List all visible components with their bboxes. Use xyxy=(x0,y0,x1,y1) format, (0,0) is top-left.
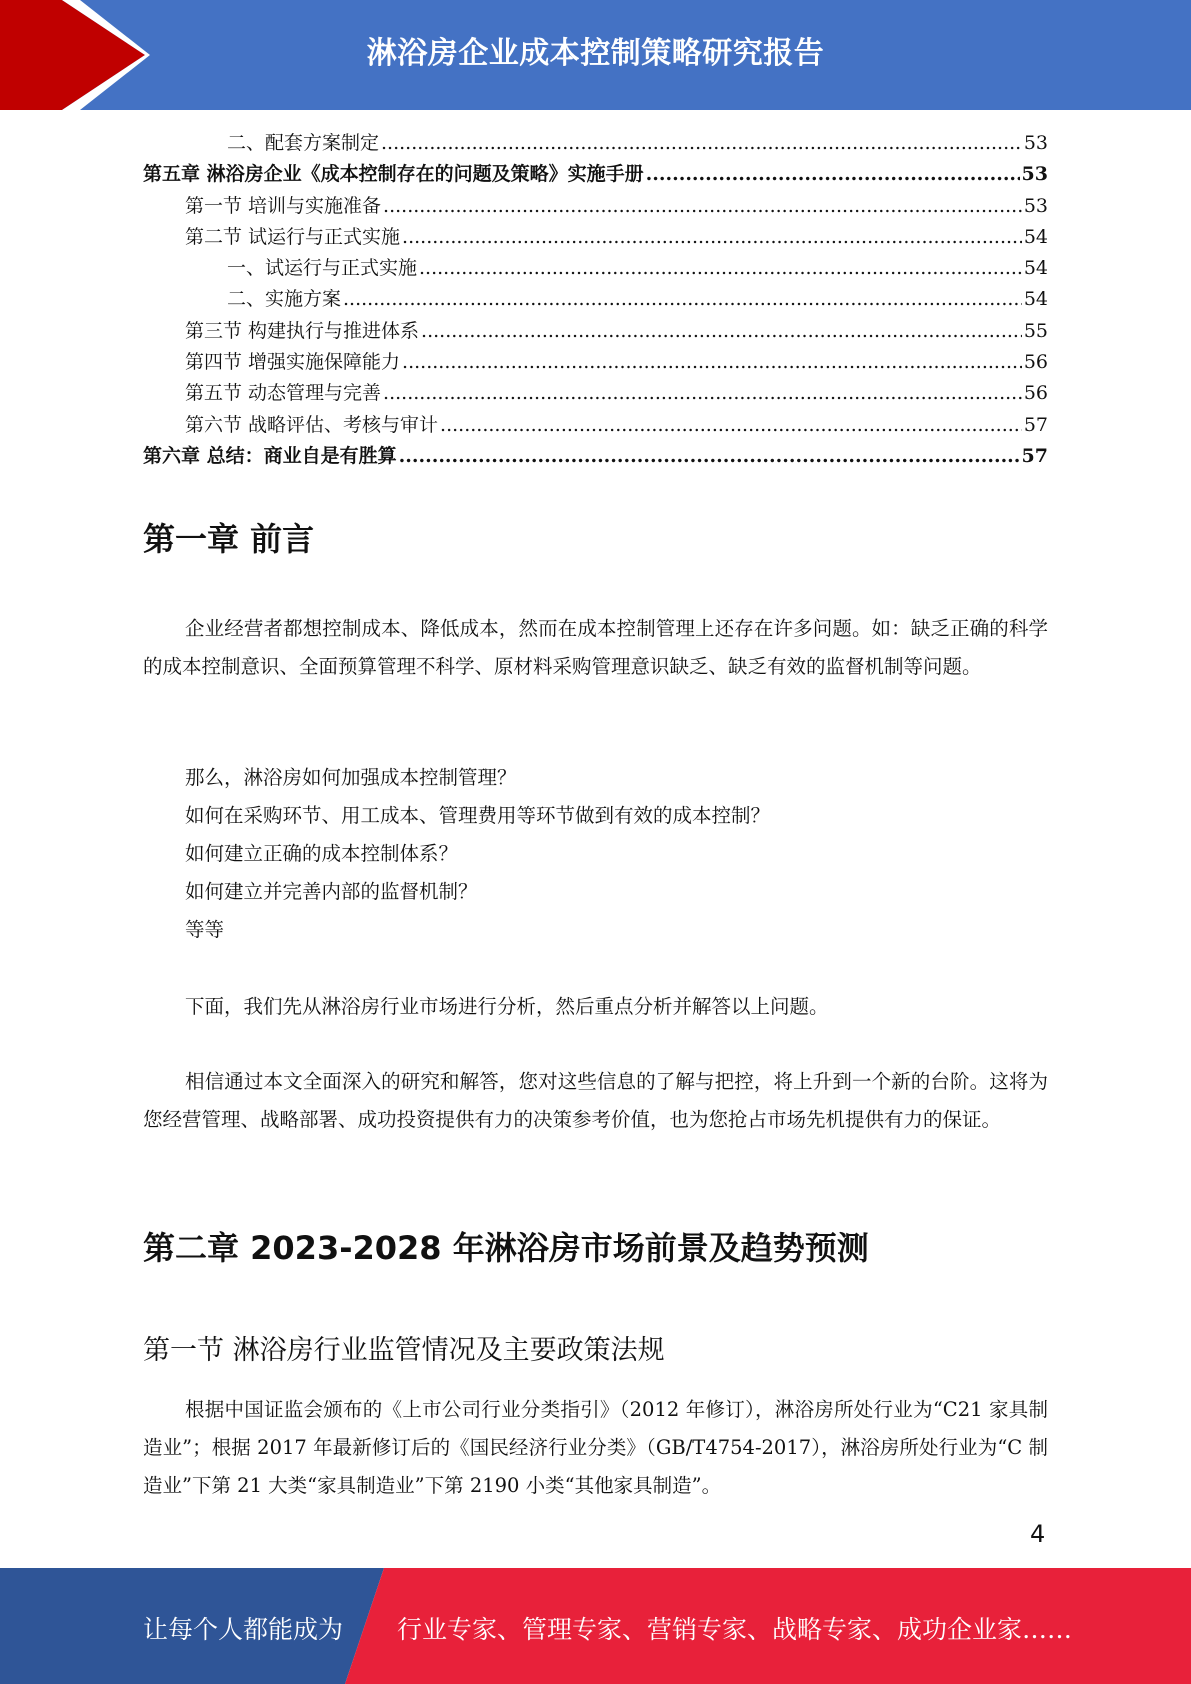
toc-entry-page: 54 xyxy=(1023,288,1048,311)
toc-leader-dots xyxy=(402,226,1022,248)
toc-leader-dots xyxy=(646,163,1020,185)
toc-entry-title: 二、实施方案 xyxy=(227,288,342,311)
toc-entry-title: 第六节 战略评估、考核与审计 xyxy=(185,413,439,436)
toc-leader-dots xyxy=(399,445,1020,467)
section-1-heading: 第一节 淋浴房行业监管情况及主要政策法规 xyxy=(143,1335,665,1366)
list-item: 等等 xyxy=(185,918,225,941)
toc-entry-title: 一、试运行与正式实施 xyxy=(227,257,418,280)
toc-entry-page: 53 xyxy=(1021,163,1048,186)
chapter-1-paragraph-3: 相信通过本文全面深入的研究和解答，您对这些信息的了解与把控，将上升到一个新的台阶。这将为您经营管理、战略部署、成功投资提供有力的决策参考价值，也为您抢占市场先机提供有力的保证。 xyxy=(143,1070,1048,1131)
chapter-2-paragraph-1: 根据中国证监会颁布的《上市公司行业分类指引》（2012 年修订），淋浴房所处行业为“C21 家具制造业”；根据 2017 年最新修订后的《国民经济行业分类》（GB/T4754-2017），淋浴房所处行业为“C 制造业”下第 21 大类“家具制造业”下第 2190 小类“其他家具制造”。 xyxy=(143,1398,1048,1497)
toc-entry[interactable] xyxy=(143,410,1048,441)
toc-leader-dots xyxy=(402,351,1022,373)
toc-leader-dots xyxy=(343,288,1022,310)
header-title: 淋浴房企业成本控制策略研究报告 xyxy=(366,36,825,71)
question-list xyxy=(185,759,1045,949)
toc-entry-page: 57 xyxy=(1023,413,1048,436)
toc-entry-title: 第五章 淋浴房企业《成本控制存在的问题及策略》实施手册 xyxy=(143,163,644,186)
list-item: 如何建立正确的成本控制体系？ xyxy=(185,842,459,865)
toc-entry[interactable] xyxy=(143,378,1048,409)
toc-entry-page: 54 xyxy=(1023,257,1048,280)
toc-entry[interactable] xyxy=(143,128,1048,159)
toc-entry-page: 57 xyxy=(1021,444,1048,467)
toc-leader-dots xyxy=(381,132,1022,154)
toc-leader-dots xyxy=(383,382,1022,404)
chapter-1-paragraph-2: 下面，我们先从淋浴房行业市场进行分析，然后重点分析并解答以上问题。 xyxy=(185,995,829,1018)
toc-entry-title: 第二节 试运行与正式实施 xyxy=(185,225,401,248)
footer-slogan-left: 让每个人都能成为 xyxy=(143,1615,344,1644)
toc-entry[interactable] xyxy=(143,191,1048,222)
toc-entry-page: 53 xyxy=(1023,194,1048,217)
page-footer xyxy=(0,1568,1191,1684)
toc-entry-page: 53 xyxy=(1023,132,1048,154)
toc-entry-title: 第五节 动态管理与完善 xyxy=(185,382,382,405)
toc-leader-dots xyxy=(421,320,1022,342)
toc-entry[interactable] xyxy=(143,441,1048,472)
chapter-1-heading: 第一章 前言 xyxy=(143,520,315,558)
toc-entry-page: 56 xyxy=(1023,382,1048,405)
toc-leader-dots xyxy=(383,195,1022,217)
toc-entry[interactable] xyxy=(143,284,1048,315)
toc-entry-title: 第三节 构建执行与推进体系 xyxy=(185,319,420,342)
footer-slogan-right: 行业专家、管理专家、营销专家、战略专家、成功企业家…… xyxy=(397,1615,1073,1644)
toc-entry-title: 第一节 培训与实施准备 xyxy=(185,194,382,217)
list-item: 那么，淋浴房如何加强成本控制管理？ xyxy=(185,766,517,789)
toc-entry-page: 56 xyxy=(1023,351,1048,374)
page-header xyxy=(0,0,1191,110)
toc-entry[interactable] xyxy=(143,222,1048,253)
toc-entry-title: 二、配套方案制定 xyxy=(227,132,380,154)
toc-leader-dots xyxy=(440,414,1022,436)
table-of-contents xyxy=(143,128,1048,472)
toc-entry[interactable] xyxy=(143,159,1048,190)
toc-entry-page: 54 xyxy=(1023,225,1048,248)
toc-entry[interactable] xyxy=(143,347,1048,378)
toc-entry[interactable] xyxy=(143,253,1048,284)
toc-entry[interactable] xyxy=(143,316,1048,347)
toc-entry-title: 第四节 增强实施保障能力 xyxy=(185,351,401,374)
list-item: 如何在采购环节、用工成本、管理费用等环节做到有效的成本控制？ xyxy=(185,804,771,827)
list-item: 如何建立并完善内部的监督机制？ xyxy=(185,880,478,903)
chapter-1-paragraph-1: 企业经营者都想控制成本、降低成本，然而在成本控制管理上还存在许多问题。如：缺乏正确的科学的成本控制意识、全面预算管理不科学、原材料采购管理意识缺乏、缺乏有效的监督机制等问题。 xyxy=(143,617,1048,678)
toc-leader-dots xyxy=(419,257,1022,279)
toc-entry-title: 第六章 总结：商业自是有胜算 xyxy=(143,444,397,467)
chapter-2-heading: 第二章 2023-2028 年淋浴房市场前景及趋势预测 xyxy=(143,1229,869,1267)
toc-entry-page: 55 xyxy=(1023,319,1048,342)
page-number: 4 xyxy=(1030,1520,1046,1548)
